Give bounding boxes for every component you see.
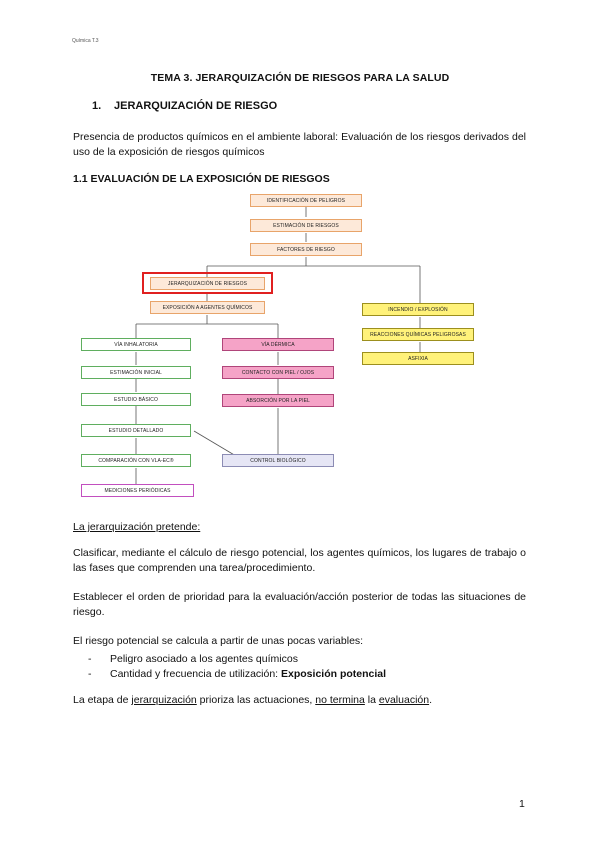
box-exposicion-agentes: EXPOSICIÓN A AGENTES QUÍMICOS [150, 301, 265, 314]
closing-paragraph [73, 693, 526, 708]
box-absorcion-piel: ABSORCIÓN POR LA PIEL [222, 394, 334, 407]
box-estudio-detallado: ESTUDIO DETALLADO [81, 424, 191, 437]
box-identificacion-peligros: IDENTIFICACIÓN DE PELIGROS [250, 194, 362, 207]
paragraph-riesgo-potencial: El riesgo potencial se calcula a partir de unas pocas variables: [73, 635, 364, 647]
closing-text: . [429, 694, 432, 706]
closing-text: la [364, 694, 379, 706]
list-item-text: Peligro asociado a los agentes químicos [110, 653, 298, 665]
closing-text: prioriza las actuaciones, [196, 694, 316, 706]
box-via-inhalatoria: VÍA INHALATORIA [81, 338, 191, 351]
box-estimacion-riesgos: ESTIMACIÓN DE RIESGOS [250, 219, 362, 232]
box-estimacion-inicial: ESTIMACIÓN INICIAL [81, 366, 191, 379]
box-jerarquizacion-riesgos: JERARQUIZACIÓN DE RIESGOS [150, 277, 265, 290]
paragraph-clasificar: Clasificar, mediante el cálculo de riesgo potencial, los agentes químicos, los lugares de trabajo o las fases que comprenden una tarea/procedimiento. [73, 547, 526, 574]
page-title: TEMA 3. JERARQUIZACIÓN DE RIESGOS PARA LA SALUD [150, 72, 450, 84]
box-estudio-basico: ESTUDIO BÁSICO [81, 393, 191, 406]
box-reacciones-quimicas: REACCIONES QUÍMICAS PELIGROSAS [362, 328, 474, 341]
section-title: JERARQUIZACIÓN DE RIESGO [114, 100, 278, 112]
closing-underlined: evaluación [378, 694, 430, 706]
closing-underlined: jerarquización [131, 694, 197, 706]
closing-underlined: no termina [315, 694, 365, 706]
box-mediciones-periodicas: MEDICIONES PERIÓDICAS [81, 484, 194, 497]
paragraph-establecer: Establecer el orden de prioridad para la evaluación/acción posterior de todas las situaciones de riesgo. [73, 591, 526, 618]
pretende-label: La jerarquización pretende: [73, 521, 201, 533]
list-item [88, 652, 386, 667]
list-dash: - [88, 668, 92, 680]
list-item-text: Cantidad y frecuencia de utilización: [110, 668, 282, 680]
intro-paragraph: Presencia de productos químicos en el ambiente laboral: Evaluación de los riesgos derivados del uso de la exposición de riesgos químicos [73, 131, 526, 158]
box-incendio-explosion: INCENDIO / EXPLOSIÓN [362, 303, 474, 316]
box-via-dermica: VÍA DÉRMICA [222, 338, 334, 351]
list-dash: - [88, 653, 92, 665]
box-comparacion-vla: COMPARACIÓN CON VLA-EC® [81, 454, 191, 467]
running-header: Química T.3 [72, 38, 99, 44]
page-number: 1 [519, 798, 525, 810]
list-item [88, 667, 386, 682]
closing-text: La etapa de [73, 694, 132, 706]
section-number: 1. [92, 100, 102, 112]
subsection-heading: 1.1 EVALUACIÓN DE LA EXPOSICIÓN DE RIESGOS [73, 173, 330, 185]
list-item-bold: Exposición potencial [281, 668, 387, 680]
box-contacto-piel: CONTACTO CON PIEL / OJOS [222, 366, 334, 379]
box-asfixia: ASFIXIA [362, 352, 474, 365]
variables-list [88, 652, 386, 682]
box-factores-riesgo: FACTORES DE RIESGO [250, 243, 362, 256]
box-control-biologico: CONTROL BIOLÓGICO [222, 454, 334, 467]
